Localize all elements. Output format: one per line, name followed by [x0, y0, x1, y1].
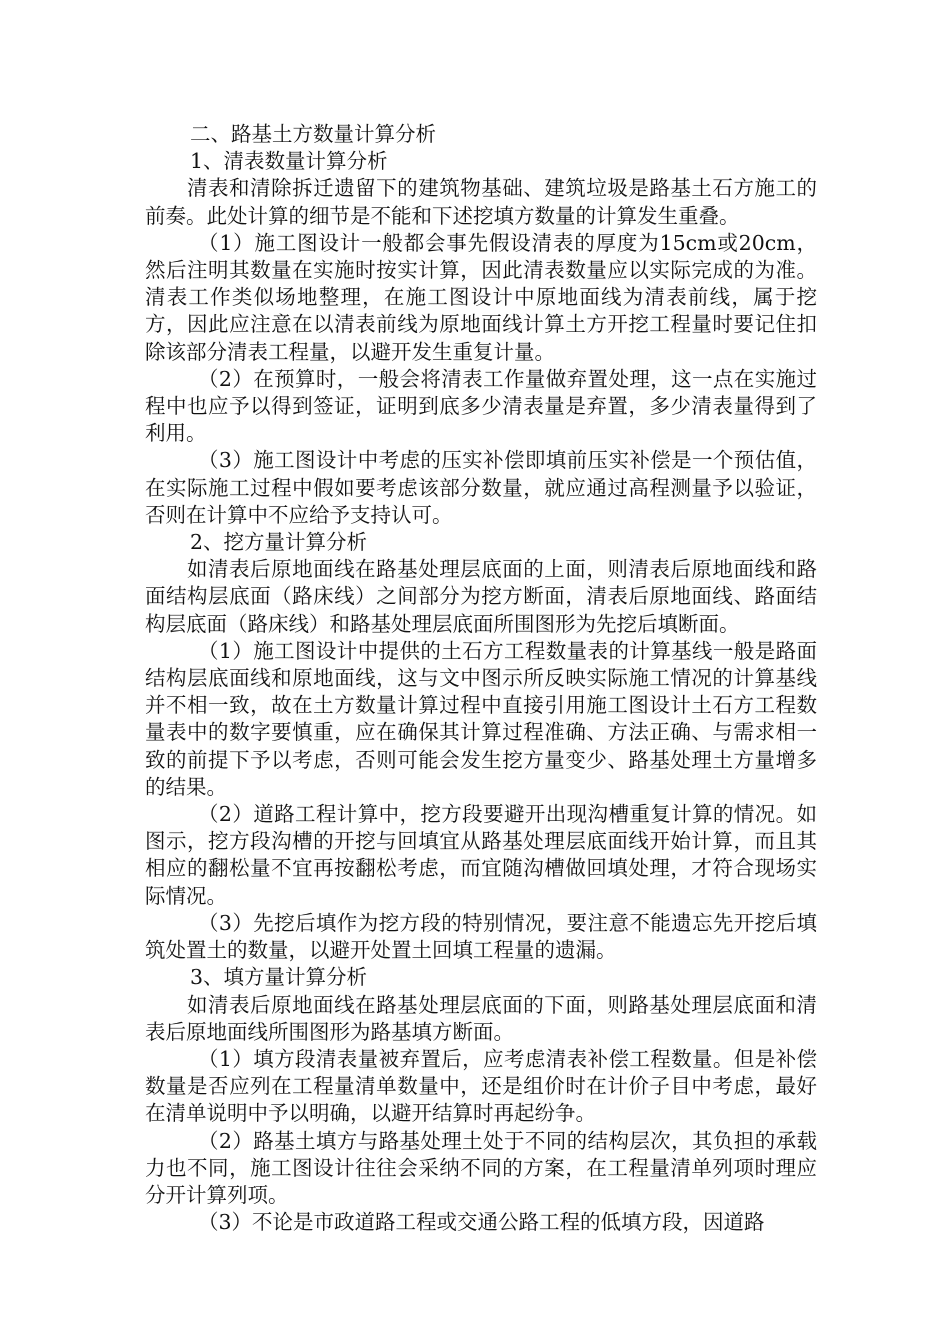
subsection-title-fill: 3、填方量计算分析 — [190, 965, 368, 990]
document-body — [145, 121, 817, 1236]
list-item: （1）施工图设计中提供的土石方工程数量表的计算基线一般是路面结构层底面线和原地面线，这与文中图示所反映实际施工情况的计算基线并不相一致，故在土方数量计算过程中直接引用施工图设计土石方工程数量表中的数字要慎重，应在确保其计算过程准确、方法正确、与需求相一致的前提下予以考虑，否则可能会发生挖方量变少、路基处理土方量增多的结果。 — [145, 638, 817, 799]
list-item: （3）先挖后填作为挖方段的特别情况，要注意不能遗忘先开挖后填筑处置土的数量，以避开处置土回填工程量的遗漏。 — [145, 910, 817, 963]
list-item: （2）路基土填方与路基处理土处于不同的结构层次，其负担的承载力也不同，施工图设计往往会采纳不同的方案，在工程量清单列项时理应分开计算列项。 — [145, 1128, 817, 1207]
paragraph-fill-intro: 如清表后原地面线在路基处理层底面的下面，则路基处理层底面和清表后原地面线所围图形为路基填方断面。 — [145, 992, 817, 1044]
paragraph-excavation-intro: 如清表后原地面线在路基处理层底面的上面，则清表后原地面线和路面结构层底面（路床线）之间部分为挖方断面，清表后原地面线、路面结构层底面（路床线）和路基处理层底面所围图形为先挖后填断面。 — [145, 557, 817, 636]
list-item: （2）在预算时，一般会将清表工作量做弃置处理，这一点在实施过程中也应予以得到签证，证明到底多少清表量是弃置，多少清表量得到了利用。 — [145, 366, 817, 446]
subsection-title-excavation: 2、挖方量计算分析 — [190, 530, 368, 555]
section-title: 二、路基土方数量计算分析 — [190, 122, 436, 146]
list-item: （1）施工图设计一般都会事先假设清表的厚度为15cm或20cm，然后注明其数量在实施时按实计算，因此清表数量应以实际完成的为准。清表工作类似场地整理，在施工图设计中原地面线为清表前线，属于挖方，因此应注意在以清表前线为原地面线计算土方开挖工程量时要记住扣除该部分清表工程量，以避开发生重复计量。 — [145, 230, 817, 364]
subsection-title-clearing: 1、清表数量计算分析 — [190, 149, 388, 174]
paragraph-clearing-intro: 清表和清除拆迁遗留下的建筑物基础、建筑垃圾是路基土石方施工的前奏。此处计算的细节是不能和下述挖填方数量的计算发生重叠。 — [145, 176, 817, 228]
list-item: （3）施工图设计中考虑的压实补偿即填前压实补偿是一个预估值，在实际施工过程中假如要考虑该部分数量，就应通过高程测量予以验证，否则在计算中不应给予支持认可。 — [145, 448, 817, 527]
list-item: （1）填方段清表量被弃置后，应考虑清表补偿工程数量。但是补偿数量是否应列在工程量清单数量中，还是组价时在计价子目中考虑，最好在清单说明中予以明确，以避开结算时再起纷争。 — [145, 1046, 817, 1126]
list-item: （3）不论是市政道路工程或交通公路工程的低填方段，因道路 — [198, 1210, 765, 1235]
list-item: （2）道路工程计算中，挖方段要避开出现沟槽重复计算的情况。如图示，挖方段沟槽的开挖与回填宜从路基处理层底面线开始计算，而且其相应的翻松量不宜再按翻松考虑，而宜随沟槽做回填处理，才符合现场实际情况。 — [145, 802, 817, 908]
